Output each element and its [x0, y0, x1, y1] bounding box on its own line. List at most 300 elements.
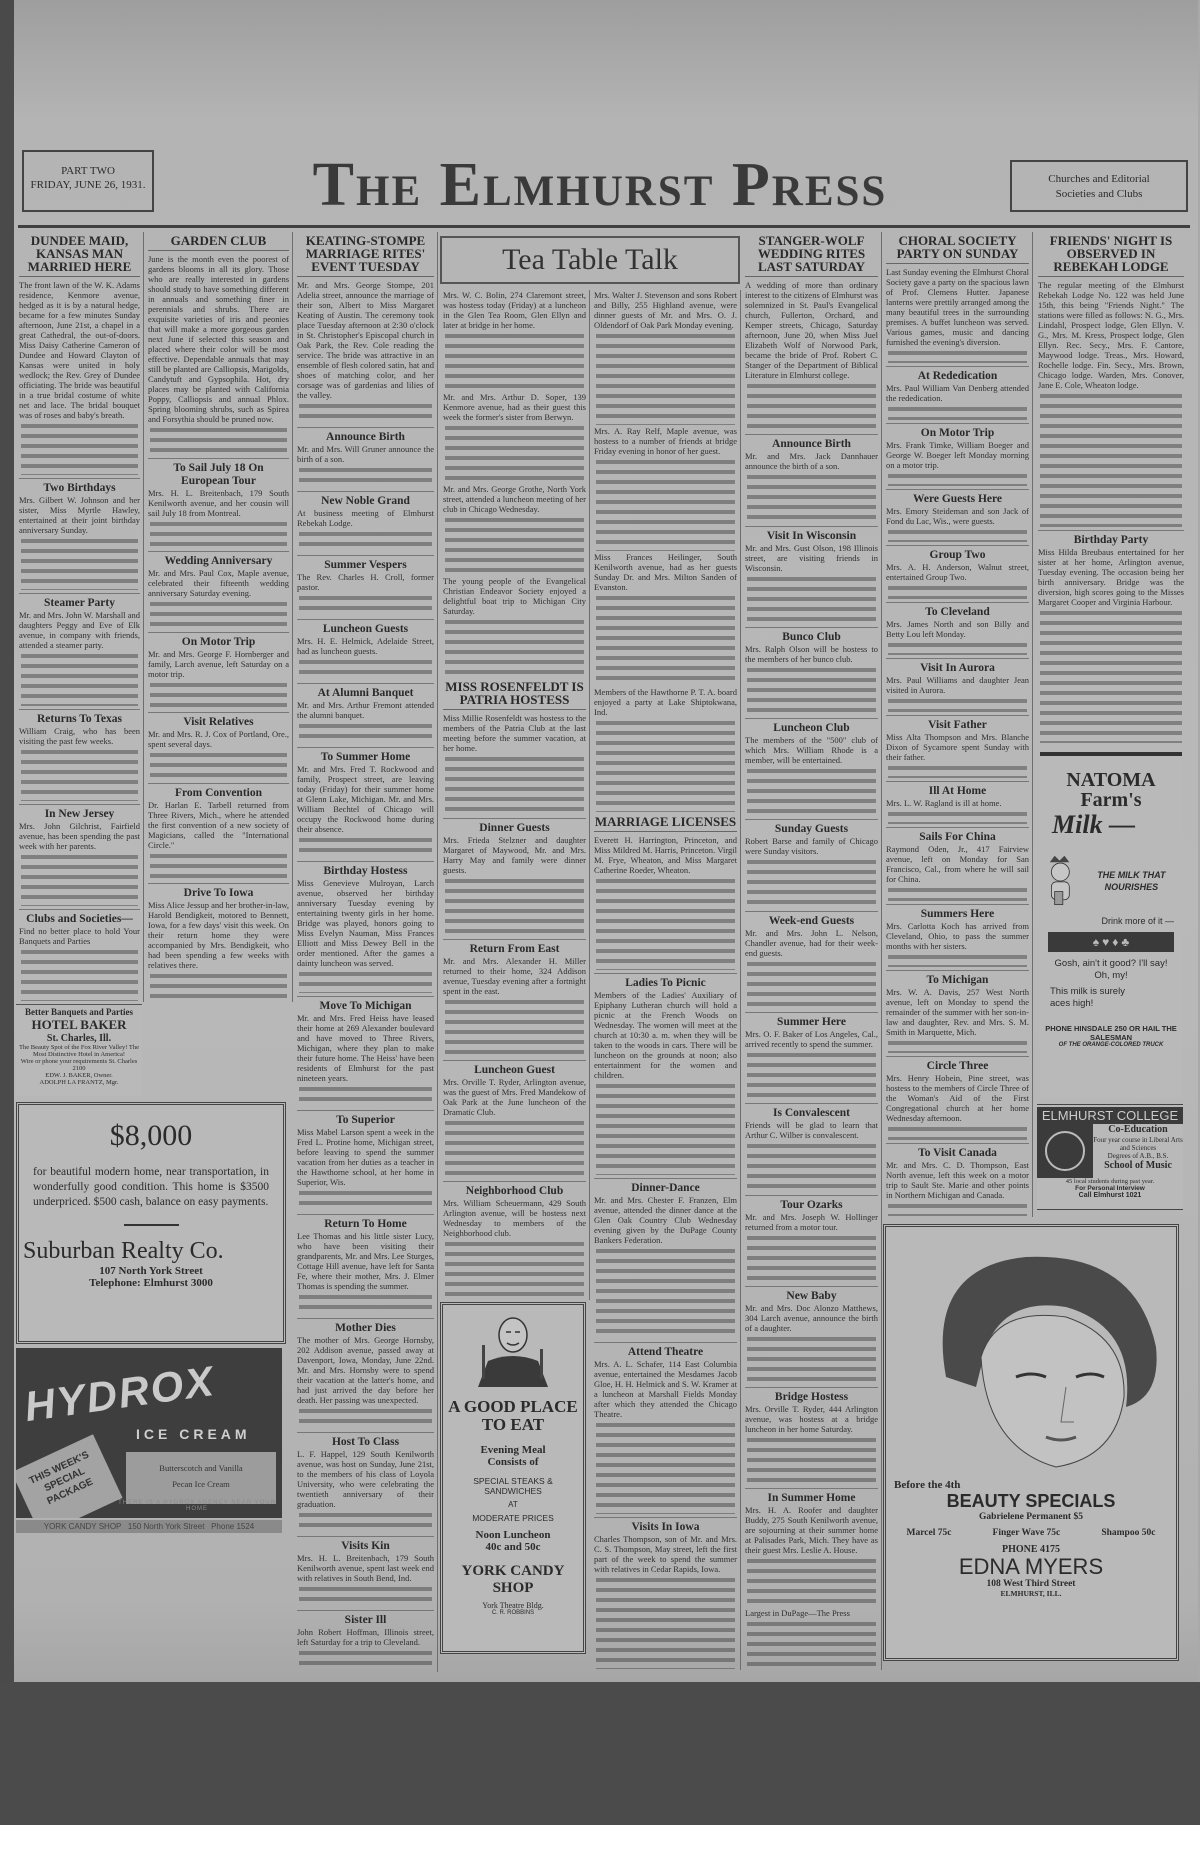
news-story: [297, 1430, 434, 1534]
news-story: [297, 681, 434, 745]
agency-line: NEAR YOUR HOME: [186, 1500, 276, 1512]
story-body: June is the month even the poorest of gardens blooms in all its glory. Those who are really interested in gardens should study to have something different in annuals and something finer in perennials and shrubs. There are exquisite varieties of iris and peonies that will make a more gorgeous garden next June if selected this season and placed where their color will be most effective. Dependable annuals that may still be planted are Calliopsis, Marigolds, Candytuft and Gypsophila. Hot, dry places may be planted with California Poppy, Calliopsis and annual Phlox. Spring blooming shrubs, such as Spirea and Forsythia should be pruned now.: [148, 254, 289, 424]
story-body: Mr. and Mrs. Arthur Fremont attended the alumni banquet.: [297, 700, 434, 721]
news-story: [886, 779, 1029, 825]
york-candy-shop-ad: [440, 1302, 586, 1654]
news-story: [443, 392, 586, 484]
illegible-text: [21, 852, 138, 906]
illegible-text: [596, 876, 735, 970]
story-subhead: Sunday Guests: [745, 819, 878, 836]
natoma-quote: Gosh, ain't it good? I'll say! Oh, my!: [1054, 958, 1168, 981]
news-story: [297, 1534, 434, 1608]
story-subhead: Summer Vespers: [297, 555, 434, 572]
illegible-text: [299, 529, 432, 552]
story-body: Mrs. Emory Steideman and son Jack of Fond du Lac, Wis., were guests.: [886, 506, 1029, 527]
column-1: [16, 232, 144, 1002]
news-story: [886, 1141, 1029, 1217]
story-body: The young people of the Evangelical Christian Endeavor Society enjoyed a delightful boat trip to Michigan City Saturday.: [443, 576, 586, 617]
story-headline: FRIENDS' NIGHT IS OBSERVED IN REBEKAH LODGE: [1038, 232, 1184, 277]
story-subhead: Visit Relatives: [148, 712, 289, 729]
hotel-lead: Better Banquets and Parties: [24, 1007, 134, 1017]
news-story: [297, 232, 434, 425]
beauty-title: BEAUTY SPECIALS: [946, 1491, 1116, 1511]
news-story: [297, 553, 434, 617]
story-body: The mother of Mrs. George Hornsby, 202 Addison avenue, passed away at Davenport, Iowa, Monday, June 22nd. Mr. and Mrs. Hornsby were to spend their vacation at the latter's home, and had just arrived the day before her death. Her passing was unexpected.: [297, 1334, 434, 1405]
story-body: Dr. Harlan E. Tarbell returned from Three Rivers, Mich., where he attended the first convention of a new society of Magicians, called the "International Circle.": [148, 799, 289, 850]
story-subhead: Dinner-Dance: [594, 1178, 737, 1195]
edna-myers-beauty-ad: [883, 1224, 1179, 1661]
illegible-text: [747, 381, 876, 431]
story-subhead: Sister Ill: [297, 1610, 434, 1627]
story-body: Mr. and Mrs. Doc Alonzo Matthews, 304 Larch avenue, announce the birth of a daughter.: [745, 1302, 878, 1333]
news-story: [594, 552, 737, 688]
news-story: [745, 1486, 878, 1607]
college-students: 45 local students during past year.: [1065, 1178, 1155, 1185]
story-body: Mr. and Mrs. George Grothe, North York street, attended a luncheon meeting of her club in Chicago Wednesday.: [443, 484, 586, 515]
illegible-text: [21, 536, 138, 590]
illegible-text: [21, 421, 138, 475]
illegible-text: [596, 1246, 735, 1340]
section-label: Churches and Editorial: [1048, 173, 1150, 185]
masthead-rule: [18, 225, 1190, 228]
story-body: Mr. and Mrs. John W. Marshall and daughters Peggy and Eve of Elk avenue, in company with friends, attended a steamer party.: [19, 610, 140, 651]
york-headline: A GOOD PLACE TO EAT: [448, 1397, 578, 1434]
story-body: Mr. and Mrs. Fred Heiss have leased their home at 269 Alexander boulevard and have moved to Three Rivers, Michigan, where they plan to make their future home. The Heiss' have been residents of Elmhurst for the past nineteen years.: [297, 1012, 434, 1083]
story-body: Mr. and Mrs. Paul Cox, Maple avenue, celebrated their fifteenth wedding anniversary Saturday evening.: [148, 568, 289, 599]
news-story: [745, 817, 878, 908]
news-story: [443, 816, 586, 937]
news-story: [443, 678, 586, 815]
college-seal-icon: [1037, 1124, 1093, 1178]
illegible-text: [445, 997, 584, 1057]
story-subhead: Announce Birth: [745, 434, 878, 451]
news-story: [148, 781, 289, 882]
beauty-permanent: Gabrielene Permanent $5: [979, 1512, 1083, 1522]
story-subhead: Group Two: [886, 545, 1029, 562]
natoma-brand: NATOMA Farm's: [1066, 769, 1156, 811]
story-body: Mrs. A. H. Anderson, Walnut street, entertained Group Two.: [886, 562, 1029, 583]
beauty-city: ELMHURST, ILL.: [1000, 1589, 1062, 1598]
illegible-text: [21, 747, 138, 801]
tea-table-title: Tea Table Talk: [502, 243, 678, 276]
illegible-text: [747, 1050, 876, 1100]
york-name: YORK CANDY SHOP: [461, 1563, 565, 1596]
hotel-owner: EDW. J. BAKER, Owner.: [45, 1072, 113, 1079]
natoma-quote: This milk is surely aces high!: [1050, 986, 1125, 1009]
illegible-text: [445, 754, 584, 814]
story-headline: DUNDEE MAID, KANSAS MAN MARRIED HERE: [19, 232, 140, 277]
illegible-text: [445, 617, 584, 677]
news-story: [297, 617, 434, 681]
hydrox-flavor: Pecan Ice Cream: [172, 1479, 230, 1489]
story-subhead: To Summer Home: [297, 747, 434, 764]
beauty-address: 108 West Third Street: [986, 1579, 1076, 1589]
news-story: [886, 421, 1029, 487]
story-body: Mr. and Mrs. Alexander H. Miller returned to their home, 324 Addison avenue, Tuesday evening after a fortnight spent in the east.: [443, 955, 586, 996]
story-subhead: Visit In Wisconsin: [745, 526, 878, 543]
news-story: [886, 543, 1029, 599]
story-body: Miss Genevieve Mulroyan, Larch avenue, observed her birthday anniversary Tuesday evening by entertaining twenty girls in her home. Bridge was played, honors going to Miss Evelyn Nauman, Miss Frances Elliott and Miss Dewey Bell in the order mentioned. After the games a dainty luncheon was served.: [297, 878, 434, 969]
realty-address: 107 North York Street: [99, 1265, 203, 1277]
hydrox-logo: HYDROX: [21, 1356, 218, 1431]
illegible-text: [747, 665, 876, 715]
story-subhead: Were Guests Here: [886, 489, 1029, 506]
shop-address: 150 North York Street: [127, 1522, 205, 1531]
illegible-text: [150, 519, 287, 549]
story-body: Mrs. A. L. Schafer, 114 East Columbia avenue, entertained the Mesdames Jacob Gloe, H. H. Helmick and S. W. Kramer at a luncheon at Marshall Fields Monday after which they attended the Chicago Theatre.: [594, 1359, 737, 1420]
york-line: MODERATE PRICES: [472, 1513, 554, 1523]
illegible-text: [299, 593, 432, 616]
illegible-text: [747, 1619, 876, 1669]
hotel-baker-ad: [16, 1004, 142, 1096]
story-subhead: Visit Father: [886, 715, 1029, 732]
story-subhead: Week-end Guests: [745, 911, 878, 928]
story-subhead: At Alumni Banquet: [297, 683, 434, 700]
tea-column-b: [591, 290, 741, 1670]
hotel-manager: ADOLPH LA FRANTZ, Mgr.: [39, 1079, 119, 1086]
news-story: [745, 1101, 878, 1192]
news-story: [745, 1608, 878, 1670]
news-story: [148, 630, 289, 711]
news-story: [443, 576, 586, 678]
story-body: Mrs. H. E. Helmick, Adelaide Street, had as luncheon guests.: [297, 636, 434, 657]
news-story: [297, 1212, 434, 1316]
scan-edge: [0, 0, 14, 1682]
illegible-text: [299, 1510, 432, 1533]
realty-company: Suburban Realty Co.: [23, 1238, 224, 1264]
illegible-text: [150, 599, 287, 629]
story-body: Mr. and Mrs. C. D. Thompson, East North avenue, left this week on a motor trip to Sault Ste. Marie and other points in Northern Michigan and Canada.: [886, 1159, 1029, 1200]
story-body: Mr. and Mrs. Jack Dannhauer announce the birth of a son.: [745, 451, 878, 472]
illegible-text: [747, 1141, 876, 1191]
illegible-text: [747, 1334, 876, 1384]
story-subhead: Dinner Guests: [443, 818, 586, 835]
news-story: [297, 1608, 434, 1672]
illegible-text: [150, 851, 287, 881]
story-body: Members of the Ladies' Auxiliary of Epiphany Lutheran church will hold a picnic at the French Woods on Wednesday. The women will meet at the church at 10:30 a. m. when they will be taken to the woods in cars. There will be luncheon on the grounds at noon; also entertainment for the women and children.: [594, 989, 737, 1080]
hydrox-agency: [112, 1500, 282, 1512]
college-course: Four year course in Liberal Arts and Sciences: [1093, 1136, 1183, 1152]
story-body: Robert Barse and family of Chicago were Sunday visitors.: [745, 836, 878, 857]
story-subhead: Bunco Club: [745, 627, 878, 644]
story-headline: MARRIAGE LICENSES: [594, 813, 737, 832]
story-body: Mr. and Mrs. R. J. Cox of Portland, Ore., spent several days.: [148, 729, 289, 750]
story-subhead: Bridge Hostess: [745, 1387, 878, 1404]
story-body: Mr. and Mrs. Gust Olson, 198 Illinois street, are visiting friends in Wisconsin.: [745, 542, 878, 573]
story-subhead: Summer Here: [745, 1012, 878, 1029]
story-body: Mrs. Ralph Olson will be hostess to the members of her bunco club.: [745, 643, 878, 664]
story-subhead: Wedding Anniversary: [148, 551, 289, 568]
story-subhead: Return From East: [443, 939, 586, 956]
news-story: [148, 549, 289, 630]
story-body: Charles Thompson, son of Mr. and Mrs. C. S. Thompson, May street, left the first part of the week to spend the summer with relatives in Cedar Rapids, Iowa.: [594, 1534, 737, 1575]
news-story: [19, 907, 140, 1002]
story-body: Mr. and Mrs. Fred T. Rockwood and family, Prospect street, are leaving today (Friday) for their summer home at Glenn Lake, Michigan. Mr. and Mrs. William Bechtel of Chicago will occupy the Rockwood home during their absence.: [297, 764, 434, 835]
story-body: A wedding of more than ordinary interest to the citizens of Elmhurst was solemnized in St. Paul's Evangelical church, Fullerton, Orchard, and Kemper streets, Chicago, Saturday afternoon, June 20, when Miss Juel Elizabeth Wolf of Norwood Park, became the bride of Prof. Robert C. Stanger of the Department of Biblical Literature in Elmhurst college.: [745, 280, 878, 380]
story-subhead: Mother Dies: [297, 1318, 434, 1335]
illegible-text: [445, 515, 584, 575]
illegible-text: [596, 1081, 735, 1175]
news-story: [745, 432, 878, 523]
realty-price: $8,000: [109, 1119, 193, 1152]
illegible-text: [299, 969, 432, 992]
story-subhead: Birthday Party: [1038, 530, 1184, 547]
illegible-text: [747, 766, 876, 816]
news-story: [594, 290, 737, 426]
beauty-phone: PHONE 4175: [1001, 1544, 1061, 1555]
story-body: Mr. and Mrs. Will Gruner announce the birth of a son.: [297, 444, 434, 465]
story-subhead: To Superior: [297, 1110, 434, 1127]
illegible-text: [596, 593, 735, 687]
story-body: Mrs. H. L. Breitenbach, 179 South Kenilworth avenue, spent last week end with relatives in South Bend, Ind.: [297, 1552, 434, 1583]
illegible-text: [1040, 391, 1182, 527]
news-story: [745, 1193, 878, 1284]
story-body: Miss Millie Rosenfeldt was hostess to the members of the Patria Club at the last meeting before the summer vacation, at her home.: [443, 713, 586, 754]
hotel-tagline: The Beauty Spot of the Fox River Valley! The Most Distinctive Hotel in America!: [19, 1044, 139, 1058]
beauty-lead: Before the 4th: [894, 1479, 961, 1491]
story-body: Miss Mabel Larson spent a week in the Fred L. Protine home, Michigan street, before leaving to spend the summer vacation from her duties as a teacher in the Hawthorne school, at her home in Superior, Wis.: [297, 1126, 434, 1187]
story-body: Mrs. Paul William Van Denberg attended the rededication.: [886, 383, 1029, 404]
news-story: [886, 600, 1029, 656]
illegible-text: [299, 657, 432, 680]
shop-phone: Phone 1524: [211, 1522, 255, 1531]
news-story: [19, 591, 140, 706]
beauty-finger-wave: Finger Wave 75c: [992, 1528, 1061, 1538]
story-subhead: Visits Kin: [297, 1536, 434, 1553]
news-story: [443, 484, 586, 576]
story-body: Mrs. H. A. Roofer and daughter Buddy, 275 South Kenilworth avenue, are sojourning at their summer home at Palisades Park, Mich. They have as their guest Mrs. Leslie A. House.: [745, 1505, 878, 1556]
news-story: [19, 802, 140, 907]
news-story: [148, 881, 289, 1002]
masthead-title: The Elmhurst Press: [312, 151, 888, 219]
illegible-text: [150, 750, 287, 780]
story-subhead: Two Birthdays: [19, 478, 140, 495]
story-subhead: Clubs and Societies—: [19, 909, 140, 926]
news-story: [594, 1340, 737, 1515]
illegible-text: [747, 1556, 876, 1606]
news-story: [594, 971, 737, 1176]
story-subhead: Is Convalescent: [745, 1103, 878, 1120]
story-body: Miss Alice Jessup and her brother-in-law, Harold Bendigkeit, motored to Bennett, Iowa, for a few days' visit this week. On their return home they were accompanied by Mrs. Bendigkeit, who had been spending a few weeks with relatives there.: [148, 900, 289, 971]
realty-body: for beautiful modern home, near transportation, in wonderfully good condition. This home is $3500 underpriced. $500 cash, balance on easy payments.: [33, 1166, 269, 1208]
illegible-text: [445, 876, 584, 936]
column-2: [145, 232, 293, 1002]
illegible-text: [888, 1124, 1027, 1139]
edition-box: [22, 150, 154, 212]
illegible-text: [596, 1420, 735, 1514]
news-story: [745, 1284, 878, 1385]
story-subhead: Summers Here: [886, 904, 1029, 921]
story-body: Miss Alta Thompson and Mrs. Blanche Dixon of Sycamore spent Sunday with their father.: [886, 731, 1029, 762]
illegible-text: [299, 1084, 432, 1107]
story-subhead: Luncheon Guests: [297, 619, 434, 636]
natoma-slogan: THE MILK THAT NOURISHES: [1097, 870, 1166, 892]
story-body: The front lawn of the W. K. Adams residence, Kenmore avenue, hedged as it is by a natural hedge, became for a few minutes Sunday afternoon, June 21st, a chapel in a great Cathedral, the out-of-doors. Miss Daisy Catherine Cameron of Dundee and Howard Clayton of Kansas were united in holy wedlock; the Rev. Grey of Dundee officiating. The bride was beautiful in a true bridal costume of white net and lace. The bridal bouquet was of roses and baby's breath.: [19, 280, 140, 420]
illegible-text: [299, 1188, 432, 1211]
illegible-text: [1040, 608, 1182, 744]
story-subhead: Sails For China: [886, 827, 1029, 844]
news-story: [1038, 232, 1184, 528]
news-story: [745, 232, 878, 432]
news-story: [886, 232, 1029, 364]
illegible-text: [299, 1406, 432, 1429]
news-story: [745, 1010, 878, 1101]
story-body: Friends will be glad to learn that Arthur C. Wilber is convalescent.: [745, 1120, 878, 1141]
part-label: PART TWO: [61, 165, 115, 177]
illegible-text: [21, 651, 138, 705]
news-story: [1038, 528, 1184, 745]
college-degrees: Degrees of A.B., B.S.: [1107, 1152, 1169, 1160]
story-headline: MISS ROSENFELDT IS PATRIA HOSTESS: [443, 678, 586, 710]
beauty-marcel: Marcel 75c: [906, 1528, 952, 1538]
illegible-text: [299, 1648, 432, 1671]
column-8: [1035, 232, 1187, 744]
illegible-text: [299, 465, 432, 488]
illegible-text: [445, 1118, 584, 1178]
illegible-text: [747, 857, 876, 907]
story-body: Mrs. A. Ray Relf, Maple avenue, was hostess to a number of friends at bridge Friday evening in honor of her guest.: [594, 425, 737, 456]
illegible-text: [888, 348, 1027, 363]
york-line: Evening Meal Consists of: [480, 1444, 546, 1468]
story-body: Mrs. H. L. Breitenbach, 179 South Kenilworth avenue, and her cousin will sail July 18 from Montreal.: [148, 487, 289, 518]
story-subhead: Returns To Texas: [19, 709, 140, 726]
story-body: Raymond Oden, Jr., 417 Fairview avenue, left on Monday for San Francisco, Cal., from where he will sail for China.: [886, 844, 1029, 885]
story-body: Miss Hilda Breubaus entertained for her sister at her home, Arlington avenue, Tuesday evening. The occasion being her birth anniversary. Bridge was the diversion, high scores going to the Misses Margaret Cooper and Virginia Harbour.: [1038, 546, 1184, 607]
story-body: Mr. and Mrs. Joseph W. Hollinger returned from a motor tour.: [745, 1211, 878, 1232]
hydrox-ad: [16, 1348, 282, 1518]
news-story: [594, 813, 737, 971]
story-subhead: Visit In Aurora: [886, 658, 1029, 675]
illegible-text: [596, 457, 735, 551]
story-body: Mrs. John Gilchrist, Fairfield avenue, has been spending the past week with her parents.: [19, 820, 140, 851]
college-interview: For Personal Interview: [1075, 1185, 1145, 1192]
illegible-text: [747, 959, 876, 1009]
news-story: [886, 487, 1029, 543]
story-subhead: Drive To Iowa: [148, 883, 289, 900]
story-subhead: Attend Theatre: [594, 1342, 737, 1359]
story-subhead: Move To Michigan: [297, 996, 434, 1013]
scan-background: [0, 1682, 1200, 1825]
illegible-text: [445, 1239, 584, 1299]
story-subhead: To Visit Canada: [886, 1143, 1029, 1160]
story-body: At business meeting of Elmhurst Rebekah Lodge.: [297, 508, 434, 529]
story-subhead: Tour Ozarks: [745, 1195, 878, 1212]
news-story: [19, 232, 140, 476]
story-body: Mrs. Frieda Stelzner and daughter Margaret of Maywood, Mr. and Mrs. Harry May and family were dinner guests.: [443, 834, 586, 875]
story-body: Find no better place to hold Your Banquets and Parties: [19, 925, 140, 946]
story-body: Mrs. Henry Hobein, Pine street, was hostess to the members of Circle Three of the Woman's Aid of the First Congregational church at her home Wednesday afternoon.: [886, 1073, 1029, 1124]
story-body: Mr. and Mrs. George F. Hornberger and family, Larch avenue, left Saturday on a motor trip.: [148, 648, 289, 679]
story-body: Mrs. Orville T. Ryder, 444 Arlington avenue, was hostess at a bridge luncheon in her home Saturday.: [745, 1404, 878, 1435]
story-subhead: At Rededication: [886, 366, 1029, 383]
story-body: The regular meeting of the Elmhurst Rebekah Lodge No. 122 was held June 15th, this being "Friends Night." The stations were filled as follows: N. G., Mrs. Lindahl, Prospect lodge, Glen Ellyn. V. G., Mrs. M. Kress, Prospect lodge, Glen Ellyn. Rec. Secy., Mrs. F. Cantore, Maywood lodge. Treas., Mrs. Howard, Rochelle lodge. Fin. Secy., Mrs. Brown, Chicago lodge. Warden, Mrs. Conover, Jane E. Cole, Wheaton lodge.: [1038, 280, 1184, 390]
story-subhead: On Motor Trip: [148, 632, 289, 649]
york-owner: C. R. ROBBINS: [491, 1610, 535, 1616]
story-subhead: To Michigan: [886, 970, 1029, 987]
illegible-text: [888, 763, 1027, 778]
news-story: [297, 994, 434, 1108]
news-story: [745, 909, 878, 1010]
news-story: [886, 968, 1029, 1054]
story-body: Mrs. L. W. Ragland is ill at home.: [886, 797, 1002, 808]
section-box: [1010, 160, 1188, 212]
story-body: Mrs. Paul Williams and daughter Jean visited in Aurora.: [886, 675, 1029, 696]
woman-portrait-illustration: [886, 1227, 1176, 1482]
illegible-text: [747, 1233, 876, 1283]
story-body: Lee Thomas and his little sister Lucy, who have been visiting their grandparents, Mr. and Mrs. Lee Sturges, Cottage Hill avenue, have left for Santa Fe, where their mother, Mrs. J. Elmer Thomas is spending the summer.: [297, 1230, 434, 1291]
story-headline: GARDEN CLUB: [148, 232, 289, 251]
news-story: [19, 476, 140, 591]
illegible-text: [299, 401, 432, 424]
story-subhead: Luncheon Guest: [443, 1060, 586, 1077]
york-line: AT: [508, 1500, 518, 1509]
story-subhead: New Noble Grand: [297, 491, 434, 508]
story-subhead: Announce Birth: [297, 427, 434, 444]
story-subhead: Ill At Home: [886, 781, 1029, 798]
crowned-baby-illustration: [1040, 846, 1081, 916]
story-subhead: From Convention: [148, 783, 289, 800]
illegible-text: [445, 423, 584, 483]
story-headline: STANGER-WOLF WEDDING RITES LAST SATURDAY: [745, 232, 878, 277]
illegible-text: [888, 1201, 1027, 1216]
news-story: [443, 1179, 586, 1300]
illegible-text: [445, 331, 584, 391]
news-story: [594, 687, 737, 813]
illegible-text: [150, 680, 287, 710]
story-subhead: In New Jersey: [19, 804, 140, 821]
story-body: Mrs. Frank Timke, William Boeger and George W. Boeger left Monday morning on a motor trip.: [886, 439, 1029, 470]
natoma-truck: OF THE ORANGE-COLORED TRUCK: [1058, 1042, 1164, 1048]
news-story: [594, 1515, 737, 1670]
story-body: Last Sunday evening the Elmhurst Choral Society gave a party on the spacious lawn of Prof. Clemens Hutter. Japanese lanterns were prettily arranged among the many beautiful trees in the surrounding premises. A buffet luncheon was served. Various games, music and dancing furnished the evening's diversion.: [886, 267, 1029, 347]
news-story: [443, 1058, 586, 1179]
story-headline: CHORAL SOCIETY PARTY ON SUNDAY: [886, 232, 1029, 264]
story-subhead: New Baby: [745, 1286, 878, 1303]
beauty-name: EDNA MYERS: [958, 1554, 1104, 1579]
news-story: [19, 707, 140, 802]
news-story: [443, 937, 586, 1058]
story-subhead: Birthday Hostess: [297, 861, 434, 878]
news-story: [886, 713, 1029, 779]
story-body: Mr. and Mrs. John L. Nelson, Chandler avenue, had for their week-end guests.: [745, 927, 878, 958]
elmhurst-college-ad: [1037, 1104, 1183, 1210]
story-body: Mrs. W. C. Bolin, 274 Claremont street, was hostess today (Friday) at a luncheon in the Glen Tea Room, Glen Ellyn and later at bridge in her home.: [443, 290, 586, 330]
story-body: Mrs. O. F. Baker of Los Angeles, Cal., arrived recently to spend the summer.: [745, 1028, 878, 1049]
news-story: [297, 859, 434, 993]
special-package-badge: THIS WEEK'S SPECIAL PACKAGE: [16, 1434, 123, 1518]
story-body: Mrs. Walter J. Stevenson and sons Robert and Billy, 255 Highland avenue, were dinner guests of Mr. and Mrs. O. J. Oldendorf of Oak Park Monday evening.: [594, 290, 737, 330]
story-body: Everett H. Harrington, Princeton, and Miss Mildred M. Harris, Princeton. Virgil M. Frye, Wheaton, and Miss Margaret Catherine Roeder, Wheaton.: [594, 835, 737, 876]
illegible-text: [888, 809, 1027, 824]
illegible-text: [888, 640, 1027, 655]
hotel-contact: Wire or phone your requirements St. Charles 2100: [20, 1058, 138, 1072]
story-body: Miss Frances Heilinger, South Kenilworth avenue, had as her guests Sunday Dr. and Mrs. Milton Sanden of Evanston.: [594, 551, 737, 592]
illegible-text: [747, 574, 876, 624]
york-line: SPECIAL STEAKS & SANDWICHES: [473, 1476, 553, 1496]
agency-line: THERE IS A HYDROX AGENCY: [118, 1500, 229, 1506]
beauty-shampoo: Shampoo 50c: [1101, 1528, 1156, 1538]
illegible-text: [299, 721, 432, 744]
news-story: [886, 364, 1029, 420]
news-story: [745, 524, 878, 625]
illegible-text: [299, 835, 432, 858]
news-story: [148, 232, 289, 456]
column-6: [742, 232, 882, 1670]
college-name: ELMHURST COLLEGE: [1037, 1107, 1183, 1124]
york-line: Noon Luncheon: [475, 1529, 551, 1541]
story-body: Mr. and Mrs. Chester F. Franzen, Elm avenue, attended the dinner dance at the Glen Oak Country Club Wednesday evening given by the DuPage County Bankers Federation.: [594, 1194, 737, 1245]
illegible-text: [299, 1584, 432, 1607]
